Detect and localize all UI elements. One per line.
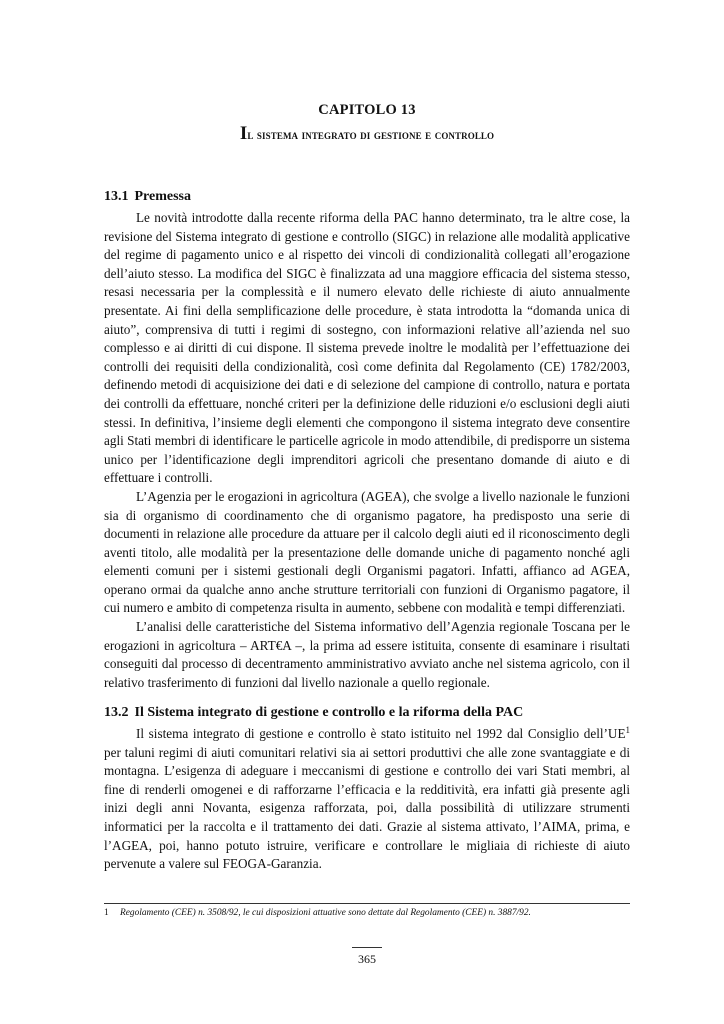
footnote-divider: [104, 903, 630, 904]
page-number-rule: [352, 947, 382, 948]
page-number: 365: [358, 952, 376, 966]
section-title: Il Sistema integrato di gestione e controllo e la riforma della PAC: [134, 705, 524, 720]
section-13-2: [104, 705, 630, 874]
paragraph-text: Il sistema integrato di gestione e controllo è stato istituito nel 1992 dal Consiglio dell’UE: [136, 726, 626, 741]
paragraph: L’analisi delle caratteristiche del Sistema informativo dell’Agenzia regionale Toscana per le erogazioni in agricoltura – ART€A –, la prima ad essere istituita, consente di esaminare i risultati conseguiti dal processo di decentramento amministrativo avviato anche nel sistema agricolo, con il relativo trasferimento di funzioni dal livello nazionale a quello regionale.: [104, 619, 630, 690]
chapter-title-initial: I: [239, 123, 248, 144]
chapter-title: [104, 123, 630, 145]
chapter-title-rest: l sistema integrato di gestione e controllo: [247, 127, 495, 142]
chapter-label: CAPITOLO 13: [318, 102, 416, 118]
paragraph: [104, 725, 630, 874]
footnote-text: Regolamento (CEE) n. 3508/92, le cui disposizioni attuative sono dettate dal Regolamento (CEE) n. 3887/92.: [120, 908, 531, 918]
footnote: [104, 908, 630, 918]
section-13-1: [104, 189, 630, 692]
paragraph: Le novità introdotte dalla recente riforma della PAC hanno determinato, tra le altre cose, la revisione del Sistema integrato di gestione e controllo (SIGC) in relazione alle modalità applicative del regime di pagamento unico e al rispetto dei vincoli di condizionalità collegati all’erogazione dell’aiuto stesso. La modifica del SIGC è finalizzata ad una maggiore efficacia del sistema stesso, resasi necessaria per la complessità e il numero elevato delle richieste di aiuto annualmente presentate. Ai fini della semplificazione delle procedure, è stata introdotta la “domanda unica di aiuto”, comprensiva di tutti i regimi di sostegno, con informazioni relative all’azienda nel suo complesso e ai diritti di cui dispone. Il sistema prevede inoltre le modalità per l’effettuazione dei controlli dei requisiti della condizionalità, così come definita dal Regolamento (CE) 1782/2003, definendo metodi di acquisizione dei dati e di selezione del campione di controllo, natura e portata dei controlli da effettuare, nonché criteri per la definizione delle riduzioni e/o esclusioni degli aiuti stessi. In definitiva, l’insieme degli elementi che compongono il sistema integrato deve consentire agli Stati membri di identificare le particelle agricole in modo attendibile, di predisporre un sistema unico per l’identificazione degli imprenditori agricoli che presentano domande di aiuto e di effettuare i controlli.: [104, 210, 630, 486]
section-heading: [104, 189, 630, 205]
paragraph-text: per taluni regimi di aiuti comunitari relativi sia ai settori produttivi che alle zone svantaggiate e di montagna. L’esigenza di adeguare i meccanismi di gestione e controllo dei vari Stati membri, al fine di renderli omogenei e di rafforzarne l’efficacia e la redditività, era infatti già presente agli inizi degli anni Novanta, esigenza rafforzata, poi, dalla possibilità di utilizzare strumenti informatici per la raccolta e il trattamento dei dati. Grazie al sistema attivato, l’AIMA, prima, e l’AGEA, poi, hanno potuto istruire, verificare e controllare le migliaia di richieste di aiuto pervenute a valere sul FEOGA-Garanzia.: [104, 744, 630, 872]
section-number: 13.1: [104, 189, 129, 204]
section-title: Premessa: [134, 189, 191, 204]
footnote-number: 1: [104, 908, 109, 918]
paragraph: L’Agenzia per le erogazioni in agricoltura (AGEA), che svolge a livello nazionale le funzioni sia di organismo di coordinamento che di organismo pagatore, ha predisposto una serie di documenti in relazione alle procedure da attuare per il calcolo degli aiuti ed il riconoscimento degli aventi titolo, alle modalità per la presentazione delle domande uniche di pagamento nonché agli elementi comuni per i sistemi gestionali degli Organismi pagatori. Infatti, affianco ad AGEA, operano ormai da qualche anno anche strutture territoriali con funzioni di Organismo pagatore, il cui numero e ambito di competenza risulta in aumento, sebbene con modalità e tempi differenziati.: [104, 488, 630, 616]
footnote-reference[interactable]: 1: [625, 725, 630, 735]
document-page: [104, 0, 630, 1024]
section-number: 13.2: [104, 705, 129, 720]
section-heading: [104, 705, 630, 721]
